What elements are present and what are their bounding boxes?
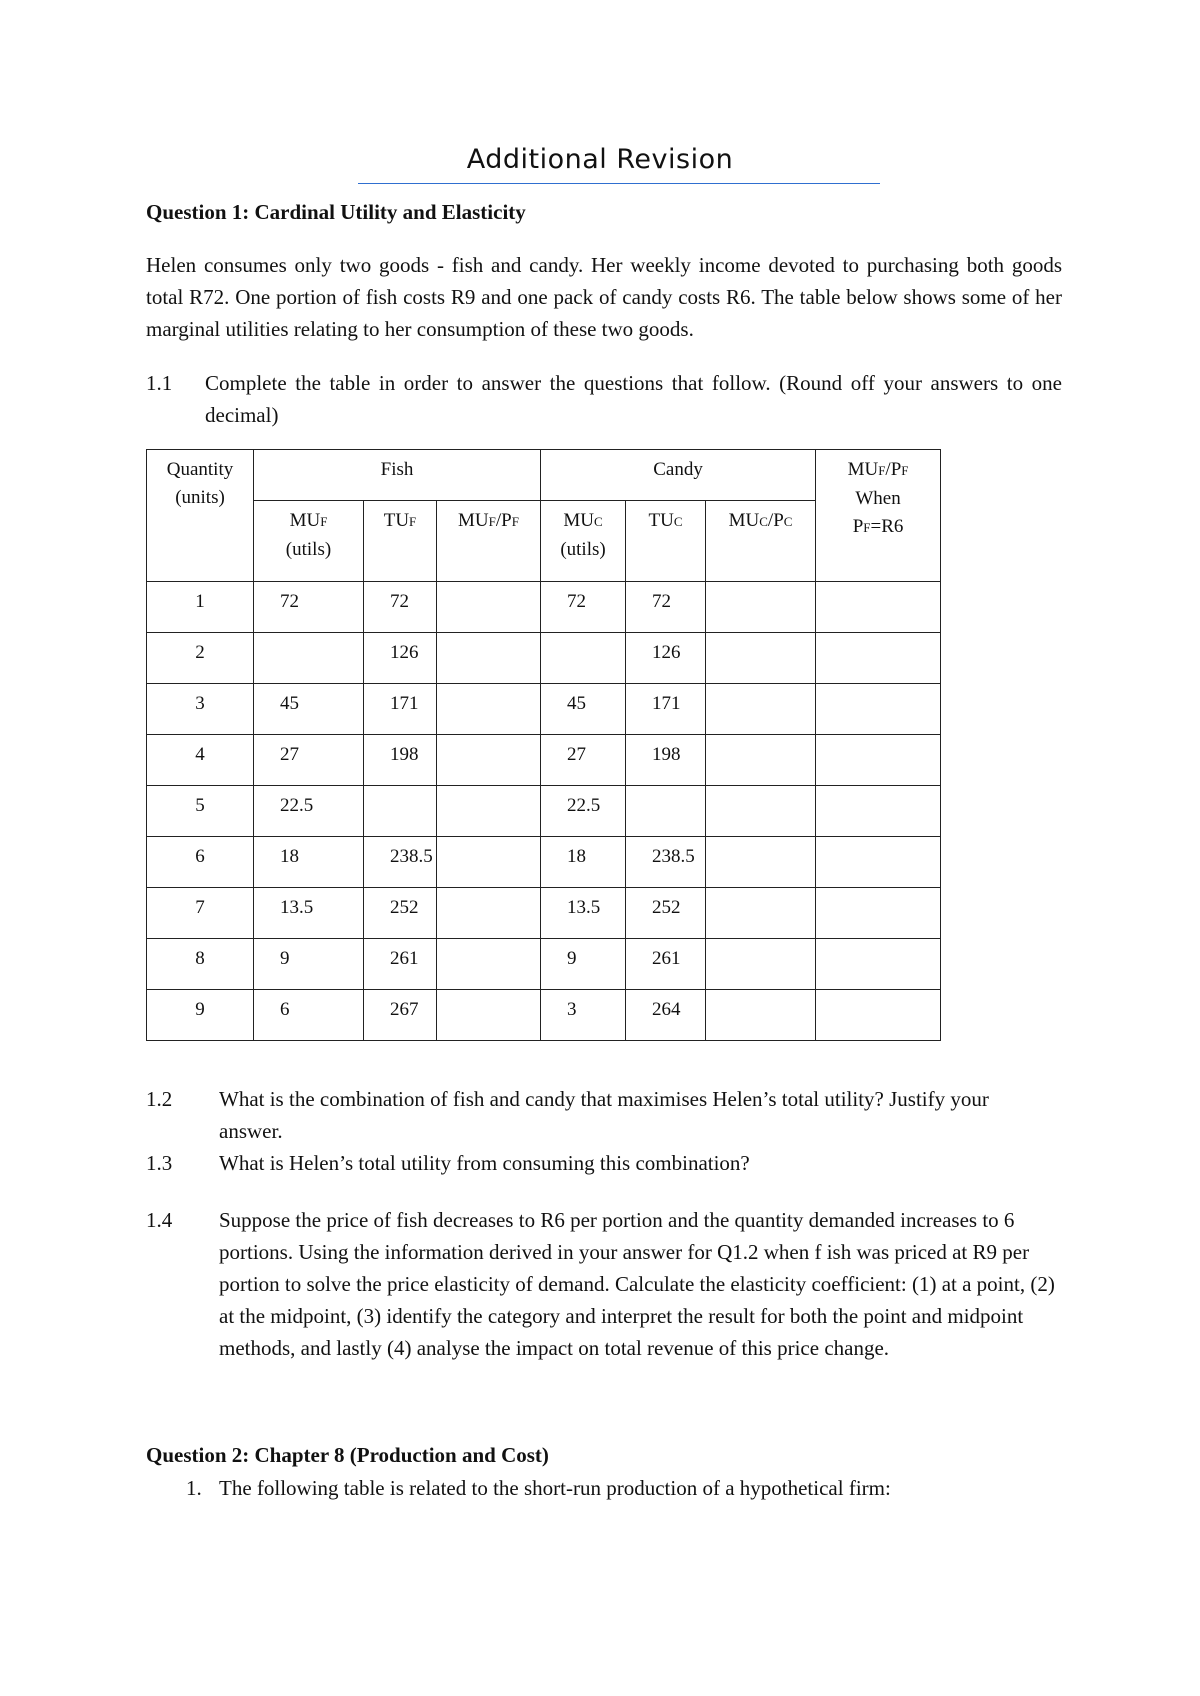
header-candy: Candy (541, 450, 816, 501)
cell-muf-pf (437, 837, 541, 888)
item-1-1-text: Complete the table in order to answer the questions that follow. (Round off your answers to one decimal) (205, 371, 1062, 427)
cell-quantity: 7 (147, 888, 254, 939)
cell-muf-pf-when (816, 633, 941, 684)
question-1-intro: Helen consumes only two goods - fish and candy. Her weekly income devoted to purchasing both goods total R72. One portion of fish costs R9 and one pack of candy costs R6. The table below shows some of her marginal utilities relating to her consumption of these two goods. (146, 253, 1062, 341)
cell-muc: 72 (541, 582, 626, 633)
item-1-3-text: What is Helen’s total utility from consuming this combination? (219, 1151, 750, 1175)
cell-muf-pf-when (816, 582, 941, 633)
cell-tuc: 238.5 (626, 837, 706, 888)
cell-muf: 6 (254, 990, 364, 1041)
cell-quantity: 5 (147, 786, 254, 837)
header-muc: MUC (utils) (541, 501, 626, 582)
question-2-heading: Question 2: Chapter 8 (Production and Cost) (146, 1443, 549, 1467)
cell-tuc: 264 (626, 990, 706, 1041)
cell-muf: 9 (254, 939, 364, 990)
header-tuf: TUF (364, 501, 437, 582)
header-muf-pf-when: MUF/PF When PF=R6 (816, 450, 941, 582)
item-1-4-number: 1.4 (146, 1208, 173, 1232)
cell-muc: 18 (541, 837, 626, 888)
cell-tuf: 238.5 (364, 837, 437, 888)
cell-muf-pf (437, 735, 541, 786)
cell-muc-pc (706, 786, 816, 837)
header-fish: Fish (254, 450, 541, 501)
cell-muc: 13.5 (541, 888, 626, 939)
cell-muf: 27 (254, 735, 364, 786)
table-row (147, 888, 941, 939)
cell-tuf: 72 (364, 582, 437, 633)
cell-quantity: 6 (147, 837, 254, 888)
cell-tuc: 171 (626, 684, 706, 735)
cell-muf-pf (437, 684, 541, 735)
cell-muf: 22.5 (254, 786, 364, 837)
cell-muf: 18 (254, 837, 364, 888)
cell-muf-pf (437, 786, 541, 837)
q2-item-1-text: The following table is related to the short-run production of a hypothetical firm: (219, 1476, 891, 1500)
cell-tuc: 261 (626, 939, 706, 990)
cell-tuf (364, 786, 437, 837)
title-underline (358, 183, 880, 184)
cell-muc-pc (706, 582, 816, 633)
cell-muc-pc (706, 633, 816, 684)
item-1-2-number: 1.2 (146, 1087, 173, 1111)
cell-muf-pf (437, 990, 541, 1041)
cell-muf: 45 (254, 684, 364, 735)
cell-muc-pc (706, 990, 816, 1041)
cell-tuc (626, 786, 706, 837)
utility-table (146, 449, 941, 1041)
cell-quantity: 9 (147, 990, 254, 1041)
question-1-heading: Question 1: Cardinal Utility and Elasticity (146, 200, 526, 224)
header-muf-pf: MUF/PF (437, 501, 541, 582)
table-row (147, 990, 941, 1041)
cell-muf (254, 633, 364, 684)
item-1-3-number: 1.3 (146, 1151, 173, 1175)
cell-tuf: 198 (364, 735, 437, 786)
cell-muf-pf (437, 633, 541, 684)
cell-muc: 22.5 (541, 786, 626, 837)
cell-muf-pf-when (816, 837, 941, 888)
cell-muc: 27 (541, 735, 626, 786)
table-row (147, 633, 941, 684)
cell-muc: 3 (541, 990, 626, 1041)
table-row (147, 582, 941, 633)
cell-muc-pc (706, 888, 816, 939)
cell-tuc: 252 (626, 888, 706, 939)
item-1-2-text: What is the combination of fish and candy that maximises Helen’s total utility? Justify your answer. (219, 1087, 989, 1143)
cell-tuf: 267 (364, 990, 437, 1041)
cell-muf-pf-when (816, 888, 941, 939)
cell-muc-pc (706, 939, 816, 990)
cell-muf-pf (437, 888, 541, 939)
cell-muc-pc (706, 735, 816, 786)
cell-tuc: 72 (626, 582, 706, 633)
header-muc-pc: MUC/PC (706, 501, 816, 582)
cell-tuf: 126 (364, 633, 437, 684)
document-title: Additional Revision (466, 144, 734, 175)
table-row (147, 837, 941, 888)
cell-muc-pc (706, 684, 816, 735)
cell-muf-pf-when (816, 939, 941, 990)
cell-quantity: 2 (147, 633, 254, 684)
cell-muc: 45 (541, 684, 626, 735)
cell-muf-pf (437, 939, 541, 990)
q2-item-1-number: 1. (186, 1476, 202, 1500)
header-quantity: Quantity (units) (147, 450, 254, 582)
cell-tuc: 198 (626, 735, 706, 786)
table-row (147, 786, 941, 837)
cell-quantity: 4 (147, 735, 254, 786)
cell-quantity: 8 (147, 939, 254, 990)
header-muf: MUF (utils) (254, 501, 364, 582)
header-tuc: TUC (626, 501, 706, 582)
cell-quantity: 1 (147, 582, 254, 633)
cell-tuf: 261 (364, 939, 437, 990)
cell-muc (541, 633, 626, 684)
item-1-1-number: 1.1 (146, 371, 173, 395)
cell-tuf: 171 (364, 684, 437, 735)
cell-muf-pf-when (816, 735, 941, 786)
table-row (147, 939, 941, 990)
cell-muc: 9 (541, 939, 626, 990)
cell-muf: 13.5 (254, 888, 364, 939)
cell-muf-pf-when (816, 990, 941, 1041)
table-row (147, 684, 941, 735)
cell-tuc: 126 (626, 633, 706, 684)
cell-muf-pf-when (816, 786, 941, 837)
item-1-4-text: Suppose the price of fish decreases to R6 per portion and the quantity demanded increases to 6 portions. Using the information derived in your answer for Q1.2 when f ish was priced at R9 per portion to solve the price elasticity of demand. Calculate the elasticity coefficient: (1) at a point, (2) at the midpoint, (3) identify the category and interpret the result for both the point and midpoint methods, and lastly (4) analyse the impact on total revenue of this price change. (219, 1208, 1055, 1360)
cell-muf-pf-when (816, 684, 941, 735)
cell-muf: 72 (254, 582, 364, 633)
table-row (147, 735, 941, 786)
cell-quantity: 3 (147, 684, 254, 735)
cell-tuf: 252 (364, 888, 437, 939)
cell-muc-pc (706, 837, 816, 888)
table-body (147, 582, 941, 1041)
cell-muf-pf (437, 582, 541, 633)
